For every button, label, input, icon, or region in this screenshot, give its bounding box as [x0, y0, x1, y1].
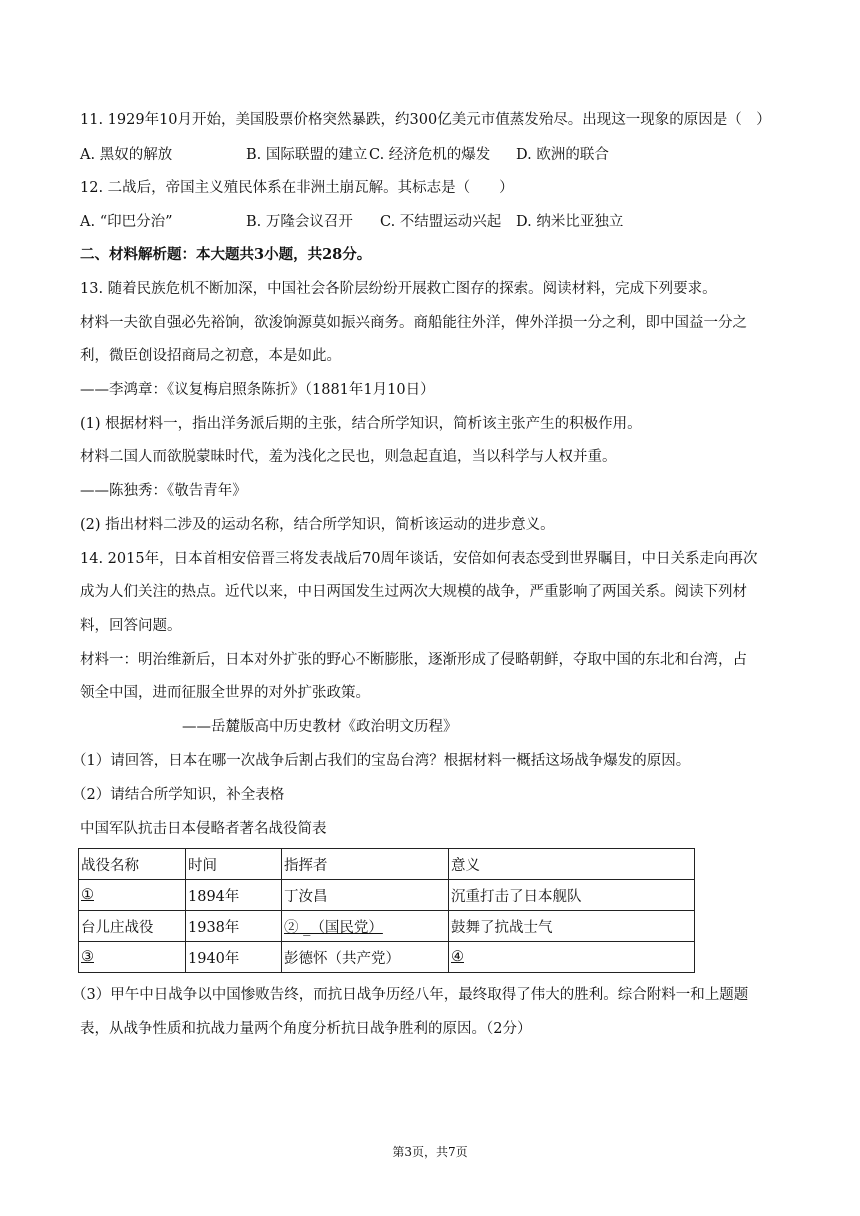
table-row: [79, 942, 695, 973]
q11-option-c: C. 经济危机的爆发: [369, 147, 491, 163]
table-header-cell: 指挥者: [282, 849, 449, 880]
table-cell: 鼓舞了抗战士气: [449, 911, 695, 942]
table-cell: 沉重打击了日本舰队: [449, 880, 695, 911]
table-cell-blank-2: ② _（国民党）: [282, 911, 449, 942]
table-cell: 台儿庄战役: [79, 911, 186, 942]
q14-stem-line1: 14. 2015年，日本首相安倍晋三将发表战后70周年谈话，安倍如何表态受到世界瞩目，中日关系走向再次: [80, 551, 758, 567]
battle-table: [78, 848, 695, 973]
q14-material1-line2: 领全中国，进而征服全世界的对外扩张政策。: [80, 685, 370, 701]
table-cell: 丁汝昌: [282, 880, 449, 911]
table-header-cell: 战役名称: [79, 849, 186, 880]
page-number: 第3页，共7页: [392, 1145, 468, 1159]
q14-subquestion-3-line2: 表，从战争性质和抗战力量两个角度分析抗日战争胜利的原因。（2分）: [80, 1021, 532, 1037]
table-cell: 彭德怀（共产党）: [282, 942, 449, 973]
q11-option-b: B. 国际联盟的建立: [246, 147, 368, 163]
table-header-cell: 时间: [186, 849, 282, 880]
q14-subquestion-2: （2）请结合所学知识，补全表格: [72, 787, 285, 803]
table-header-row: [79, 849, 695, 880]
q13-material2-source: ——陈独秀：《敬告青年》: [80, 483, 247, 499]
q12-option-a: A. “印巴分治”: [80, 214, 173, 230]
table-cell-blank-1: ①: [79, 880, 186, 911]
table-row: [79, 911, 695, 942]
q13-subquestion-1: (1) 根据材料一，指出洋务派后期的主张，结合所学知识，简析该主张产生的积极作用。: [80, 416, 642, 432]
table-cell-blank-4: ④: [449, 942, 695, 973]
q13-subquestion-2: (2) 指出材料二涉及的运动名称，结合所学知识，简析该运动的进步意义。: [80, 517, 555, 533]
q14-material1-source: ——岳麓版高中历史教材《政治明文历程》: [182, 719, 458, 735]
q14-stem-line3: 料，回答问题。: [80, 618, 182, 634]
q14-stem-line2: 成为人们关注的热点。近代以来，中日两国发生过两次大规模的战争，严重影响了两国关系。阅读下列材: [80, 584, 747, 600]
q13-stem: 13. 随着民族危机不断加深，中国社会各阶层纷纷开展救亡图存的探索。阅读材料，完成下列要求。: [80, 281, 717, 297]
table-cell: 1894年: [186, 880, 282, 911]
q14-subquestion-3-line1: （3）甲午中日战争以中国惨败告终，而抗日战争历经八年，最终取得了伟大的胜利。综合附料一和上题题: [72, 987, 749, 1003]
q12-option-d: D. 纳米比亚独立: [516, 214, 624, 230]
q13-material1-line2: 利，微臣创设招商局之初意，本是如此。: [80, 348, 341, 364]
q14-material1-line1: 材料一：明治维新后，日本对外扩张的野心不断膨胀，逐渐形成了侵略朝鲜，夺取中国的东北和台湾，占: [80, 652, 747, 668]
q12-option-c: C. 不结盟运动兴起: [380, 214, 502, 230]
table-title: 中国军队抗击日本侵略者著名战役简表: [80, 821, 327, 837]
q12-option-b: B. 万隆会议召开: [246, 214, 353, 230]
q12-stem: 12. 二战后，帝国主义殖民体系在非洲土崩瓦解。其标志是（ ）: [80, 180, 514, 196]
table-header-cell: 意义: [449, 849, 695, 880]
q11-option-a: A. 黑奴的解放: [80, 147, 173, 163]
table-cell: 1940年: [186, 942, 282, 973]
q14-subquestion-1: （1）请回答，日本在哪一次战争后割占我们的宝岛台湾？根据材料一概括这场战争爆发的原因。: [72, 753, 691, 769]
table-cell: 1938年: [186, 911, 282, 942]
section-heading: 二、材料解析题：本大题共3小题，共28分。: [80, 246, 372, 263]
q13-material1-line1: 材料一夫欲自强必先裕饷，欲浚饷源莫如振兴商务。商船能往外洋，俾外洋损一分之利，即中国益一分之: [80, 315, 747, 331]
table-cell-blank-3: ③: [79, 942, 186, 973]
q11-stem: 11. 1929年10月开始，美国股票价格突然暴跌，约300亿美元市值蒸发殆尽。出现这一现象的原因是（ ）: [80, 112, 771, 128]
table-row: [79, 880, 695, 911]
q13-material1-source: ——李鸿章：《议复梅启照条陈折》（1881年1月10日）: [80, 382, 435, 398]
q13-material2-line1: 材料二国人而欲脱蒙昧时代，羞为浅化之民也，则急起直追，当以科学与人权并重。: [80, 449, 617, 465]
q11-option-d: D. 欧洲的联合: [516, 147, 609, 163]
